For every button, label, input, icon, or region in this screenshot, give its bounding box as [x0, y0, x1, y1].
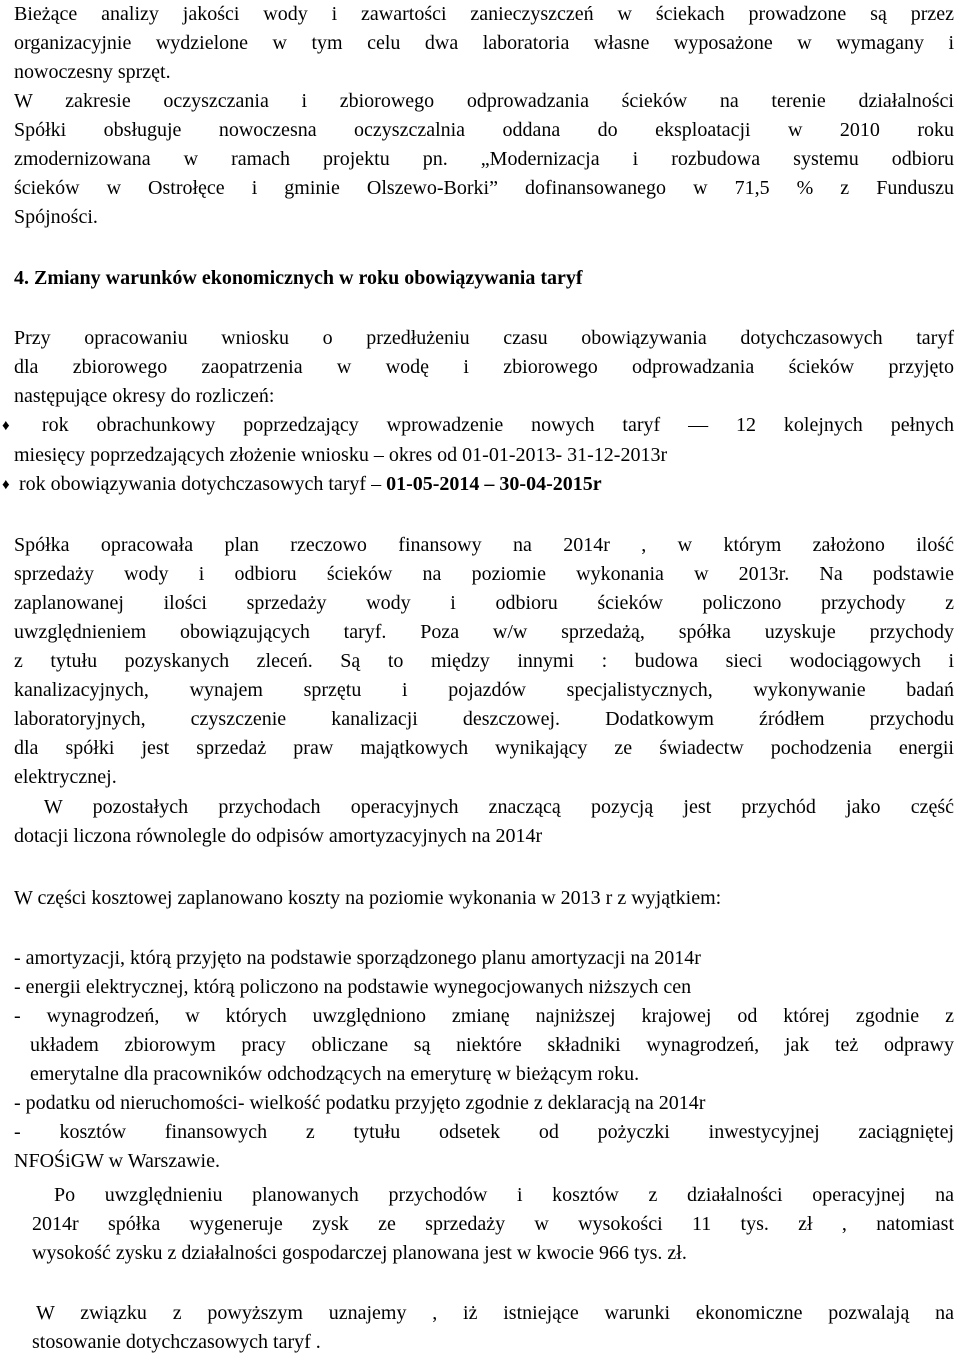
list-item-continuation: układem zbiorowym pracy obliczane są niektóre składniki wynagrodzeń, jak też odprawy — [30, 1034, 954, 1056]
text-line: W zakresie oczyszczania i zbiorowego odprowadzania ścieków na terenie działalności — [14, 90, 954, 112]
text-line: Spółki obsługuje nowoczesna oczyszczalnia oddana do eksploatacji w 2010 roku — [14, 119, 954, 141]
diamond-bullet-icon: ♦ — [2, 418, 10, 434]
text-line: stosowanie dotychczasowych taryf . — [32, 1331, 321, 1353]
text-line: organizacyjnie wydzielone w tym celu dwa laboratoria własne wyposażone w wymagany i — [14, 32, 954, 54]
list-item: - podatku od nieruchomości- wielkość podatku przyjęto zgodnie z deklaracją na 2014r — [14, 1092, 706, 1114]
text-line: wysokość zysku z działalności gospodarczej planowana jest w kwocie 966 tys. zł. — [32, 1242, 687, 1264]
list-item: - energii elektrycznej, którą policzono na podstawie wynegocjowanych niższych cen — [14, 976, 692, 998]
text-line: 2014r spółka wygeneruje zysk ze sprzedaży w wysokości 11 tys. zł , natomiast — [32, 1213, 954, 1235]
paragraph-conclusion — [14, 1299, 954, 1357]
text-line: Spójności. — [14, 206, 98, 228]
list-item: - wynagrodzeń, w których uwzględniono zmianę najniższej krajowej od której zgodnie z — [14, 1005, 954, 1027]
text-line: sprzedaży wody i odbioru ścieków na poziomie wykonania w 2013r. Na podstawie — [14, 563, 954, 585]
text-line: zaplanowanej ilości sprzedaży wody i odbioru ścieków policzono przychody z — [14, 592, 954, 614]
paragraph-profit — [14, 1181, 954, 1268]
text-line: W pozostałych przychodach operacyjnych znaczącą pozycją jest przychód jako część — [14, 796, 954, 818]
text-line: W związku z powyższym uznajemy , iż istniejące warunki ekonomiczne pozwalają na — [36, 1302, 954, 1324]
text-line: z tytułu pozyskanych zleceń. Są to między innymi : budowa sieci wodociągowych i — [14, 650, 954, 672]
text-line: Po uwzględnieniu planowanych przychodów i kosztów z działalności operacyjnej na — [54, 1184, 954, 1206]
text-line: dla spółki jest sprzedaż praw majątkowych wynikający ze świadectw pochodzenia energii — [14, 737, 954, 759]
bullet-item — [2, 470, 954, 500]
text-line: Bieżące analizy jakości wody i zawartości zanieczyszczeń w ściekach prowadzone są przez — [14, 3, 954, 25]
bullet-list — [2, 411, 954, 500]
bullet-text: rok obowiązywania dotychczasowych taryf – — [19, 473, 387, 495]
text-line: Spółka opracowała plan rzeczowo finansowy na 2014r , w którym założono ilość — [14, 534, 954, 556]
paragraph-financial-plan — [14, 531, 954, 792]
text-line: Przy opracowaniu wniosku o przedłużeniu czasu obowiązywania dotychczasowych taryf — [14, 327, 954, 349]
paragraph-treatment-plant — [14, 87, 954, 232]
text-line: elektrycznej. — [14, 766, 117, 788]
paragraph-laboratories — [14, 0, 954, 87]
paragraph-costs-intro — [14, 884, 954, 913]
bullet-item — [2, 411, 954, 441]
section-heading: 4. Zmiany warunków ekonomicznych w roku obowiązywania taryf — [14, 267, 583, 289]
text-line: W części kosztowej zaplanowano koszty na poziomie wykonania w 2013 r z wyjątkiem: — [14, 887, 722, 909]
paragraph-settlement-periods — [14, 324, 954, 411]
paragraph-other-income — [14, 793, 954, 851]
bullet-period-bold: 01-05-2014 – 30-04-2015r — [386, 473, 602, 495]
cost-exceptions-list — [14, 944, 954, 1176]
text-line: następujące okresy do rozliczeń: — [14, 385, 275, 407]
text-line: nowoczesny sprzęt. — [14, 61, 171, 83]
list-item-continuation: emerytalne dla pracowników odchodzących na emeryturę w bieżącym roku. — [30, 1063, 640, 1085]
list-item-continuation: NFOŚiGW w Warszawie. — [14, 1150, 220, 1172]
list-item: - amortyzacji, którą przyjęto na podstawie sporządzonego planu amortyzacji na 2014r — [14, 947, 701, 969]
text-line: dla zbiorowego zaopatrzenia w wodę i zbiorowego odprowadzania ścieków przyjęto — [14, 356, 954, 378]
diamond-bullet-icon: ♦ — [2, 477, 10, 493]
text-line: ścieków w Ostrołęce i gminie Olszewo-Borki” dofinansowanego w 71,5 % z Funduszu — [14, 177, 954, 199]
text-line: laboratoryjnych, czyszczenie kanalizacji deszczowej. Dodatkowym źródłem przychodu — [14, 708, 954, 730]
text-line: dotacji liczona równolegle do odpisów amortyzacyjnych na 2014r — [14, 825, 543, 847]
list-item: - kosztów finansowych z tytułu odsetek od pożyczki inwestycyjnej zaciągniętej — [14, 1121, 954, 1143]
text-line: uwzględnieniem obowiązujących taryf. Poza w/w sprzedażą, spółka uzyskuje przychody — [14, 621, 954, 643]
text-line: zmodernizowana w ramach projektu pn. „Modernizacja i rozbudowa systemu odbioru — [14, 148, 954, 170]
text-line: kanalizacyjnych, wynajem sprzętu i pojazdów specjalistycznych, wykonywanie badań — [14, 679, 954, 701]
bullet-text: rok obrachunkowy poprzedzający wprowadzenie nowych taryf — 12 kolejnych pełnych — [41, 414, 955, 436]
bullet-continuation: miesięcy poprzedzających złożenie wniosku – okres od 01-01-2013- 31-12-2013r — [14, 444, 668, 466]
